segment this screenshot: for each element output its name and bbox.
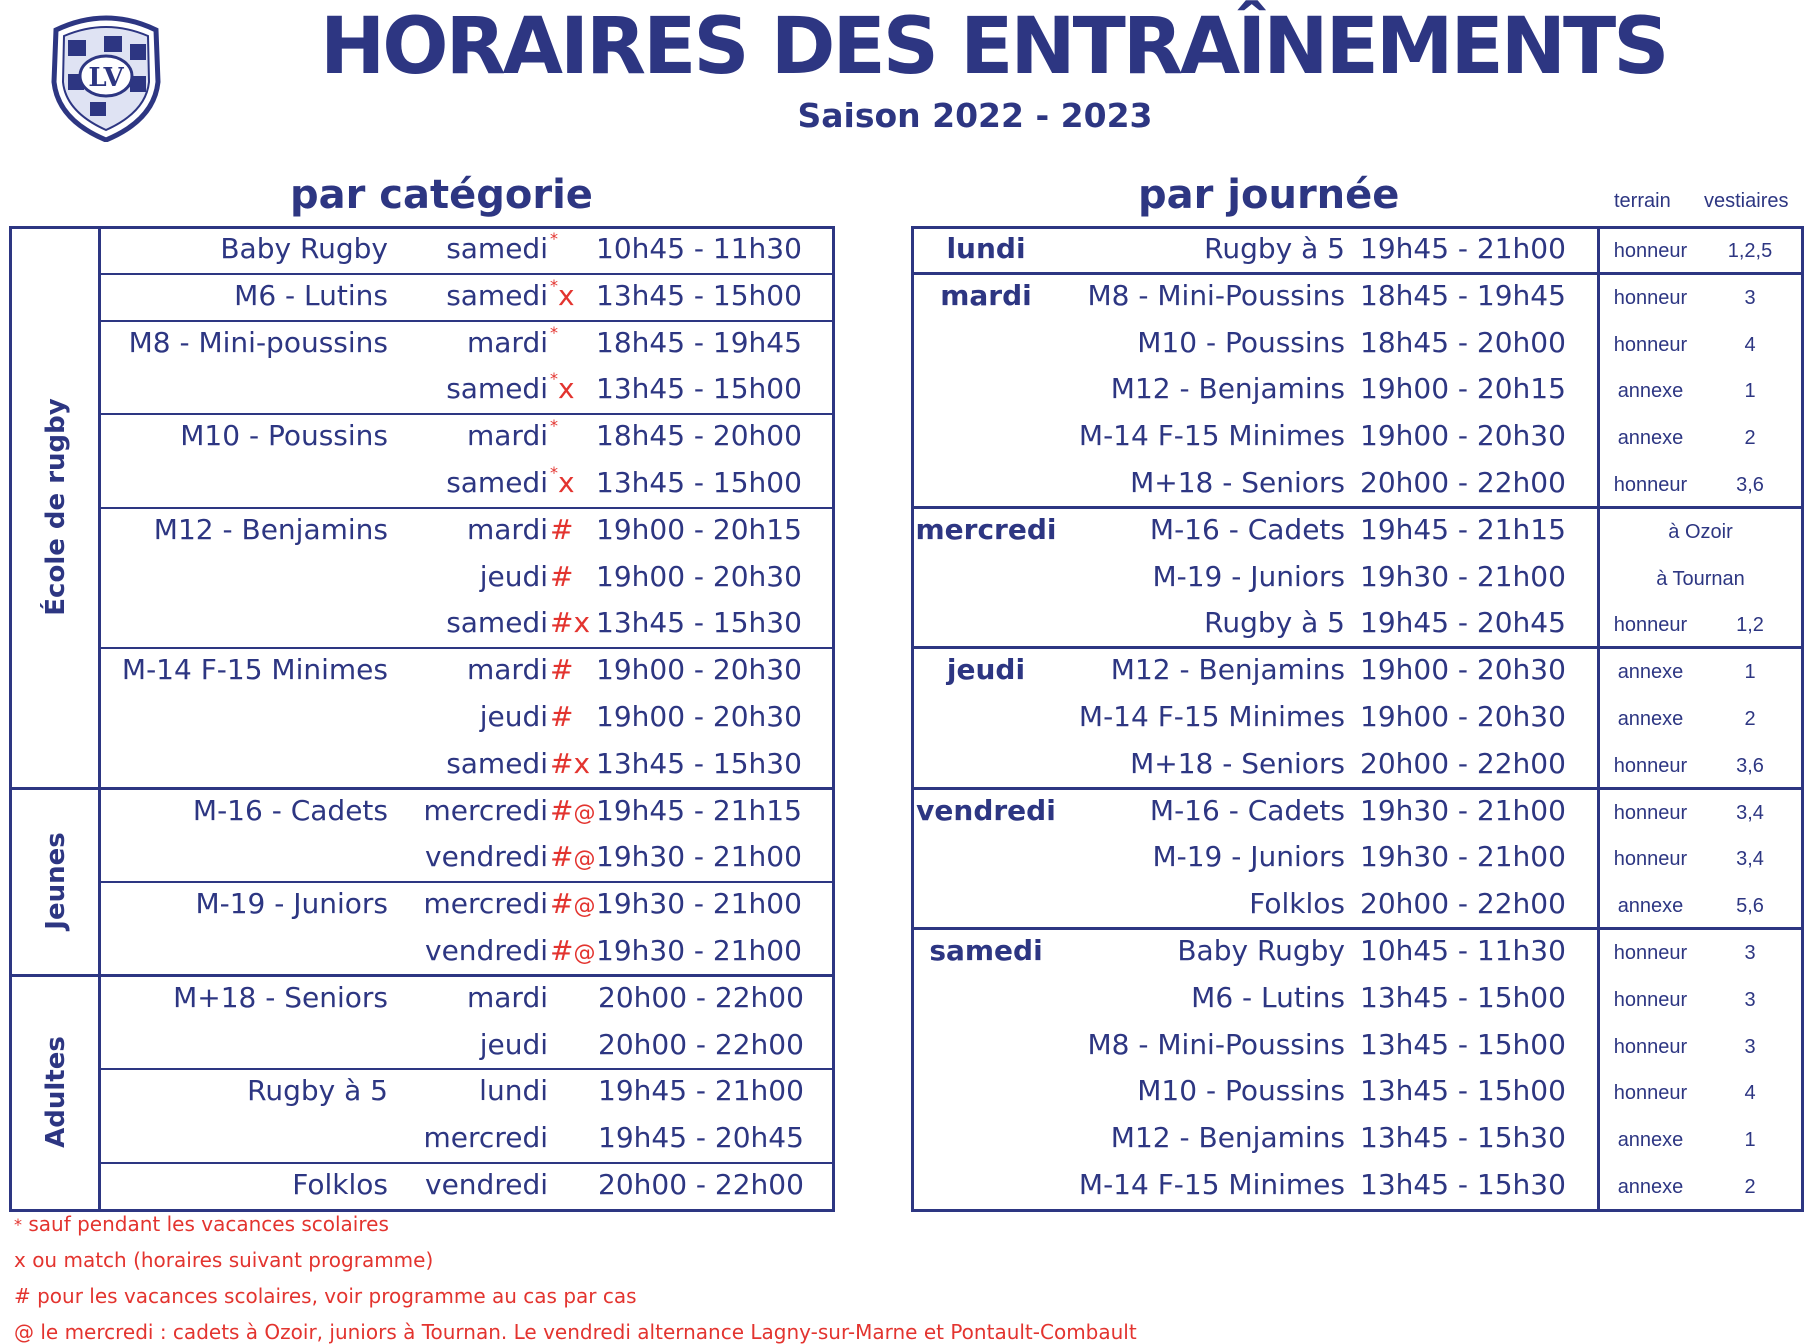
footnote-marker: #x bbox=[550, 606, 591, 640]
training-time: 13h45 - 15h00 bbox=[1360, 1027, 1566, 1061]
terrain-value: honneur bbox=[1613, 988, 1688, 1011]
footnote: x ou match (horaires suivant programme) bbox=[14, 1248, 434, 1272]
team-name: M6 - Lutins bbox=[234, 278, 388, 312]
terrain-value: annexe bbox=[1617, 1129, 1684, 1152]
training-time: 19h30 - 21h00 bbox=[1360, 793, 1566, 827]
training-time: 13h45 - 15h00 bbox=[1360, 1074, 1566, 1108]
terrain-value: annexe bbox=[1617, 427, 1684, 450]
training-time: 20h00 - 22h00 bbox=[1360, 466, 1566, 499]
training-day: jeudi bbox=[479, 1027, 548, 1061]
team-name: M-16 - Cadets bbox=[192, 793, 388, 827]
team-name: M12 - Benjamins bbox=[1110, 653, 1345, 687]
vestiaires-column-header: vestiaires bbox=[1704, 190, 1789, 212]
team-name: M-19 - Juniors bbox=[195, 887, 388, 921]
team-name: M-16 - Cadets bbox=[1149, 512, 1345, 546]
category-group-divider bbox=[98, 226, 101, 1209]
training-time: 19h30 - 21h00 bbox=[596, 934, 802, 967]
team-name: M+18 - Seniors bbox=[1130, 466, 1345, 499]
training-day: mercredi bbox=[423, 887, 548, 921]
team-name: M-14 F-15 Minimes bbox=[1078, 419, 1345, 453]
footnote-marker: # bbox=[550, 653, 574, 687]
team-name: M10 - Poussins bbox=[1137, 1074, 1345, 1108]
team-name: M8 - Mini-poussins bbox=[128, 325, 388, 359]
training-time: 19h00 - 20h15 bbox=[596, 512, 802, 546]
training-time: 10h45 - 11h30 bbox=[596, 232, 802, 265]
vestiaires-value: 3 bbox=[1744, 1035, 1756, 1058]
team-name: M10 - Poussins bbox=[180, 419, 388, 453]
training-time: 13h45 - 15h30 bbox=[1360, 1121, 1566, 1155]
terrain-value: honneur bbox=[1613, 1035, 1688, 1058]
training-location: à Ozoir bbox=[1668, 520, 1733, 543]
footnote-marker: # bbox=[550, 700, 574, 733]
vestiaires-value: 2 bbox=[1744, 708, 1756, 730]
team-name: Folklos bbox=[1249, 887, 1345, 921]
vestiaires-value: 3,4 bbox=[1736, 801, 1764, 824]
team-name: M8 - Mini-Poussins bbox=[1087, 1027, 1345, 1061]
training-time: 19h00 - 20h30 bbox=[596, 653, 802, 687]
training-time: 19h00 - 20h30 bbox=[596, 559, 802, 593]
training-time: 19h45 - 20h45 bbox=[598, 1121, 804, 1155]
training-day: mardi bbox=[466, 980, 548, 1014]
training-day: samedi bbox=[446, 746, 548, 780]
terrain-value: honneur bbox=[1613, 240, 1688, 262]
footnote: @ le mercredi : cadets à Ozoir, juniors à Tournan. Le vendredi alternance Lagny-sur-Marne et Pontault-Combault bbox=[14, 1320, 1137, 1344]
group-label: École de rugby bbox=[40, 398, 71, 616]
team-name: M+18 - Seniors bbox=[1130, 746, 1345, 780]
terrain-value: honneur bbox=[1613, 801, 1688, 824]
team-name: M10 - Poussins bbox=[1137, 325, 1345, 359]
vestiaires-value: 3,4 bbox=[1736, 848, 1764, 871]
day-name: vendredi bbox=[916, 793, 1056, 827]
team-name: M+18 - Seniors bbox=[173, 980, 388, 1014]
day-name: jeudi bbox=[946, 653, 1026, 687]
team-name: Folklos bbox=[292, 1168, 388, 1201]
training-time: 13h45 - 15h00 bbox=[596, 372, 802, 406]
training-time: 19h00 - 20h15 bbox=[1360, 372, 1566, 406]
group-label: Jeunes bbox=[40, 832, 71, 930]
footnote-marker: #x bbox=[550, 746, 591, 780]
training-time: 19h45 - 21h00 bbox=[598, 1074, 804, 1108]
terrain-value: annexe bbox=[1617, 708, 1684, 730]
team-name: M-16 - Cadets bbox=[1149, 793, 1345, 827]
training-time: 18h45 - 20h00 bbox=[1360, 325, 1566, 359]
training-day: mardi bbox=[466, 653, 548, 687]
team-name: M8 - Mini-Poussins bbox=[1087, 278, 1345, 312]
training-time: 19h00 - 20h30 bbox=[1360, 700, 1566, 733]
footnote: * sauf pendant les vacances scolaires bbox=[14, 1212, 389, 1236]
vestiaires-value: 3,6 bbox=[1736, 474, 1764, 496]
training-day: vendredi bbox=[425, 934, 548, 967]
team-name: M-14 F-15 Minimes bbox=[121, 653, 388, 687]
training-day: samedi bbox=[446, 232, 548, 265]
training-time: 13h45 - 15h00 bbox=[596, 278, 802, 312]
team-name: Baby Rugby bbox=[220, 232, 388, 265]
training-day: lundi bbox=[479, 1074, 548, 1108]
terrain-value: annexe bbox=[1617, 661, 1684, 684]
vestiaires-value: 5,6 bbox=[1736, 895, 1764, 918]
vestiaires-value: 1 bbox=[1744, 1129, 1756, 1152]
terrain-divider bbox=[1597, 226, 1600, 1209]
team-name: Baby Rugby bbox=[1177, 934, 1345, 967]
team-name: M-19 - Juniors bbox=[1152, 559, 1345, 593]
day-name: lundi bbox=[946, 232, 1026, 265]
training-time: 19h45 - 21h00 bbox=[1360, 232, 1566, 265]
group-label: Adultes bbox=[40, 1035, 71, 1148]
vestiaires-value: 1 bbox=[1744, 661, 1756, 684]
vestiaires-value: 1 bbox=[1744, 380, 1756, 403]
training-day: vendredi bbox=[425, 840, 548, 874]
team-name: Rugby à 5 bbox=[247, 1074, 388, 1108]
footnote-marker: #@ bbox=[550, 887, 596, 921]
terrain-value: honneur bbox=[1613, 942, 1688, 964]
training-day: samedi bbox=[446, 466, 548, 499]
footnote-marker: # bbox=[550, 559, 574, 593]
terrain-value: honneur bbox=[1613, 754, 1688, 777]
training-day: mercredi bbox=[423, 1121, 548, 1155]
training-time: 18h45 - 19h45 bbox=[596, 325, 802, 359]
footnote-marker: #@ bbox=[550, 934, 596, 967]
training-day: mardi bbox=[466, 419, 548, 453]
training-time: 13h45 - 15h30 bbox=[596, 606, 802, 640]
vestiaires-value: 3,6 bbox=[1736, 754, 1764, 777]
vestiaires-value: 4 bbox=[1744, 1082, 1756, 1105]
training-time: 18h45 - 19h45 bbox=[1360, 278, 1566, 312]
training-time: 13h45 - 15h00 bbox=[596, 466, 802, 499]
training-time: 20h00 - 22h00 bbox=[1360, 746, 1566, 780]
terrain-value: honneur bbox=[1613, 333, 1688, 356]
training-location: à Tournan bbox=[1656, 567, 1745, 590]
day-name: samedi bbox=[929, 934, 1043, 967]
training-time: 19h30 - 21h00 bbox=[1360, 840, 1566, 874]
team-name: M-14 F-15 Minimes bbox=[1078, 700, 1345, 733]
crest-lettering: LV bbox=[88, 63, 124, 93]
team-name: M12 - Benjamins bbox=[153, 512, 388, 546]
training-time: 19h30 - 21h00 bbox=[1360, 559, 1566, 593]
footnote-marker: #@ bbox=[550, 793, 596, 827]
team-name: M-19 - Juniors bbox=[1152, 840, 1345, 874]
training-time: 19h45 - 21h15 bbox=[596, 793, 802, 827]
vestiaires-value: 1,2,5 bbox=[1727, 240, 1773, 262]
terrain-value: honneur bbox=[1613, 848, 1688, 871]
footnote-marker: * bbox=[550, 416, 558, 436]
footnote-marker: * bbox=[550, 229, 558, 248]
day-heading: par journée bbox=[1138, 172, 1400, 218]
vestiaires-value: 3 bbox=[1744, 942, 1756, 964]
season-subtitle: Saison 2022 - 2023 bbox=[797, 96, 1153, 135]
terrain-value: annexe bbox=[1617, 380, 1684, 403]
terrain-value: honneur bbox=[1613, 614, 1688, 637]
team-name: M-14 F-15 Minimes bbox=[1078, 1168, 1345, 1201]
vestiaires-value: 3 bbox=[1744, 286, 1756, 309]
vestiaires-value: 1,2 bbox=[1736, 614, 1764, 637]
team-name: M12 - Benjamins bbox=[1110, 372, 1345, 406]
terrain-value: honneur bbox=[1613, 474, 1688, 496]
footnote-marker: *x bbox=[550, 369, 575, 406]
terrain-value: annexe bbox=[1617, 1176, 1684, 1198]
team-name: Rugby à 5 bbox=[1204, 232, 1345, 265]
club-crest-icon bbox=[46, 12, 166, 142]
training-time: 18h45 - 20h00 bbox=[596, 419, 802, 453]
vestiaires-value: 4 bbox=[1744, 333, 1756, 356]
training-time: 13h45 - 15h30 bbox=[596, 746, 802, 780]
training-day: mardi bbox=[466, 512, 548, 546]
training-time: 20h00 - 22h00 bbox=[598, 980, 804, 1014]
team-name: M6 - Lutins bbox=[1191, 980, 1345, 1014]
terrain-value: annexe bbox=[1617, 895, 1684, 918]
training-time: 19h30 - 21h00 bbox=[596, 887, 802, 921]
training-time: 13h45 - 15h00 bbox=[1360, 980, 1566, 1014]
vestiaires-value: 3 bbox=[1744, 988, 1756, 1011]
training-time: 19h45 - 20h45 bbox=[1360, 606, 1566, 640]
vestiaires-value: 2 bbox=[1744, 1176, 1756, 1198]
terrain-value: honneur bbox=[1613, 286, 1688, 309]
training-day: samedi bbox=[446, 606, 548, 640]
team-name: M12 - Benjamins bbox=[1110, 1121, 1345, 1155]
footnote-marker: #@ bbox=[550, 840, 596, 874]
training-day: samedi bbox=[446, 372, 548, 406]
training-time: 20h00 - 22h00 bbox=[598, 1027, 804, 1061]
training-time: 19h00 - 20h30 bbox=[1360, 653, 1566, 687]
training-time: 19h00 - 20h30 bbox=[596, 700, 802, 733]
page-title: HORAIRES DES ENTRAÎNEMENTS bbox=[320, 2, 1667, 92]
day-name: mercredi bbox=[915, 512, 1057, 546]
training-time: 20h00 - 22h00 bbox=[598, 1168, 804, 1201]
training-time: 10h45 - 11h30 bbox=[1360, 934, 1566, 967]
vestiaires-value: 2 bbox=[1744, 427, 1756, 450]
footnote-marker: * bbox=[550, 322, 558, 342]
terrain-column-header: terrain bbox=[1614, 190, 1671, 212]
training-day: jeudi bbox=[479, 559, 548, 593]
training-day: samedi bbox=[446, 278, 548, 312]
category-heading: par catégorie bbox=[290, 172, 593, 218]
training-time: 20h00 - 22h00 bbox=[1360, 887, 1566, 921]
footnote-marker: *x bbox=[550, 463, 575, 499]
footnote-marker: # bbox=[550, 512, 574, 546]
training-time: 19h45 - 21h15 bbox=[1360, 512, 1566, 546]
training-day: jeudi bbox=[479, 700, 548, 733]
training-time: 19h30 - 21h00 bbox=[596, 840, 802, 874]
day-name: mardi bbox=[940, 278, 1032, 312]
training-day: mercredi bbox=[423, 793, 548, 827]
team-name: Rugby à 5 bbox=[1204, 606, 1345, 640]
terrain-value: honneur bbox=[1613, 1082, 1688, 1105]
training-day: vendredi bbox=[425, 1168, 548, 1201]
footnote: # pour les vacances scolaires, voir programme au cas par cas bbox=[14, 1284, 637, 1308]
footnote-marker: *x bbox=[550, 275, 575, 312]
training-day: mardi bbox=[466, 325, 548, 359]
training-time: 19h00 - 20h30 bbox=[1360, 419, 1566, 453]
training-time: 13h45 - 15h30 bbox=[1360, 1168, 1566, 1201]
